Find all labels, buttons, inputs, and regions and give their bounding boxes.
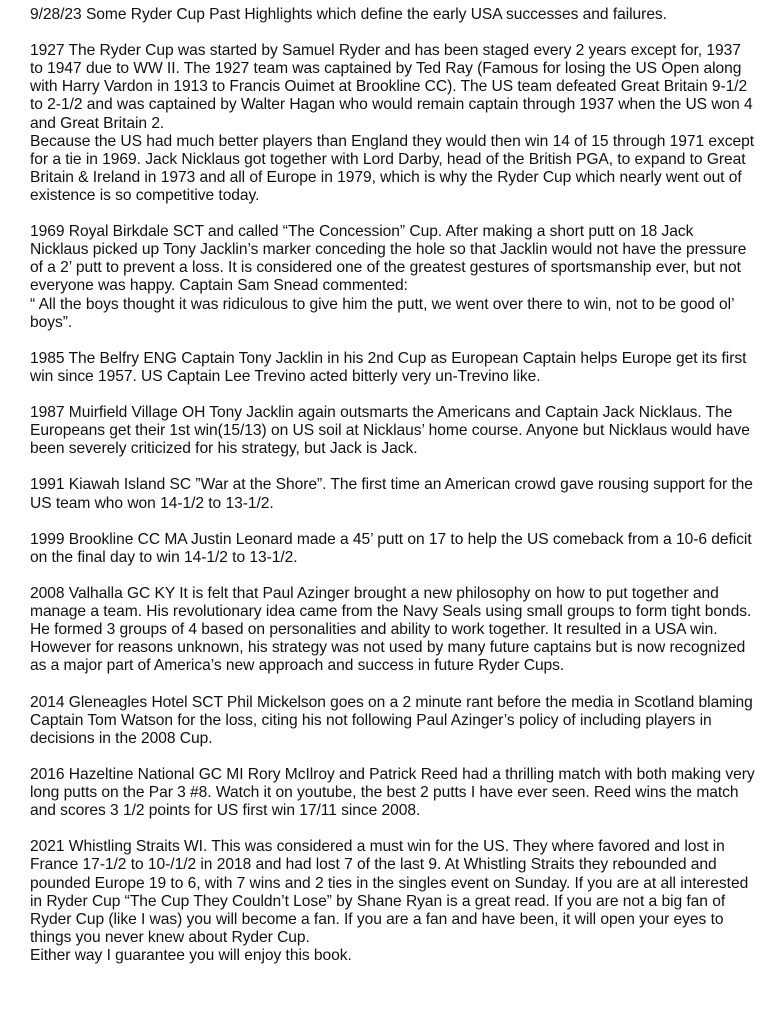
paragraph-1985: 1985 The Belfry ENG Captain Tony Jacklin in his 2nd Cup as European Captain helps Europe get its first win since 1957. US Captain Lee Trevino acted bitterly very un-Trevino like. xyxy=(30,349,747,385)
paragraph-2014: 2014 Gleneagles Hotel SCT Phil Mickelson goes on a 2 minute rant before the media in Scotland blaming Captain Tom Watson for the loss, citing his not following Paul Azinger’s policy of including players in decisions in the 2008 Cup. xyxy=(30,693,753,747)
paragraph-1969 xyxy=(30,223,755,332)
paragraph-1927-expansion: Because the US had much better players than England they would then win 14 of 15 through 1971 except for a tie in 1969. Jack Nicklaus got together with Lord Darby, head of the British PGA, to expand to Great Britain & Ireland in 1973 and all of Europe in 1979, which is why the Ryder Cup which nearly went out of existence is so competitive today. xyxy=(30,132,755,204)
paragraph-1969-concession: 1969 Royal Birkdale SCT and called “The Concession” Cup. After making a short putt on 18 Jack Nicklaus picked up Tony Jacklin’s marker conceding the hole so that Jacklin would not have the pressure of a 2’ putt to prevent a loss. It is considered one of the greatest gestures of sportsmanship ever, but not everyone was happy. Captain Sam Snead commented: xyxy=(30,223,747,295)
paragraph-1927-origin: 1927 The Ryder Cup was started by Samuel Ryder and has been staged every 2 years except for, 1937 to 1947 due to WW II. The 1927 team was captained by Ted Ray (Famous for losing the US Open along with Harry Vardon in 1913 to Francis Ouimet at Brookline CC). The US team defeated Great Britain 9-1/2 to 2-1/2 and was captained by Walter Hagan who would remain captain through 1937 when the US won 4 and Great Britain 2. xyxy=(30,42,753,132)
document-heading: 9/28/23 Some Ryder Cup Past Highlights which define the early USA successes and failures. xyxy=(30,6,667,23)
paragraph-2021-closing: Either way I guarantee you will enjoy this book. xyxy=(30,946,352,964)
paragraph-1991: 1991 Kiawah Island SC ”War at the Shore”. The first time an American crowd gave rousing support for the US team who won 14-1/2 to 13-1/2. xyxy=(30,476,753,512)
paragraph-2008: 2008 Valhalla GC KY It is felt that Paul Azinger brought a new philosophy on how to put together and manage a team. His revolutionary idea came from the Navy Seals using small groups to form tight bonds. He formed 3 groups of 4 based on personalities and ability to work together. It resulted in a USA win. However for reasons unknown, his strategy was not used by many future captains but is now recognized as a major part of America’s new approach and success in future Ryder Cups. xyxy=(30,585,752,675)
paragraph-1927 xyxy=(30,42,755,205)
paragraph-1969-quote: “ All the boys thought it was ridiculous to give him the putt, we went over there to win, not to be good ol’ boys”. xyxy=(30,295,734,331)
paragraph-1999: 1999 Brookline CC MA Justin Leonard made a 45’ putt on 17 to help the US comeback from a 10-6 deficit on the final day to win 14-1/2 to 13-1/2. xyxy=(30,530,752,566)
paragraph-2016: 2016 Hazeltine National GC MI Rory McIlroy and Patrick Reed had a thrilling match with both making very long putts on the Par 3 #8. Watch it on youtube, the best 2 putts I have ever seen. Reed wins the match and scores 3 1/2 points for US first win 17/11 since 2008. xyxy=(30,765,755,820)
paragraph-2021 xyxy=(30,838,755,965)
paragraph-2021-recap: 2021 Whistling Straits WI. This was considered a must win for the US. They where favored and lost in France 17-1/2 to 10-/1/2 in 2018 and had lost 7 of the last 9. At Whistling Straits they rebounded and pounded Europe 19 to 6, with 7 wins and 2 ties in the singles event on Sunday. If you are at all interested in Ryder Cup “The Cup They Couldn’t Lose” by Shane Ryan is a great read. If you are not a big fan of Ryder Cup (like I was) you will become a fan. If you are a fan and have been, it will open your eyes to things you never knew about Ryder Cup. xyxy=(30,838,749,946)
paragraph-1987: 1987 Muirfield Village OH Tony Jacklin again outsmarts the Americans and Captain Jack Nicklaus. The Europeans get their 1st win(15/13) on US soil at Nicklaus’ home course. Anyone but Nicklaus would have been severely criticized for his strategy, but Jack is Jack. xyxy=(30,404,750,458)
